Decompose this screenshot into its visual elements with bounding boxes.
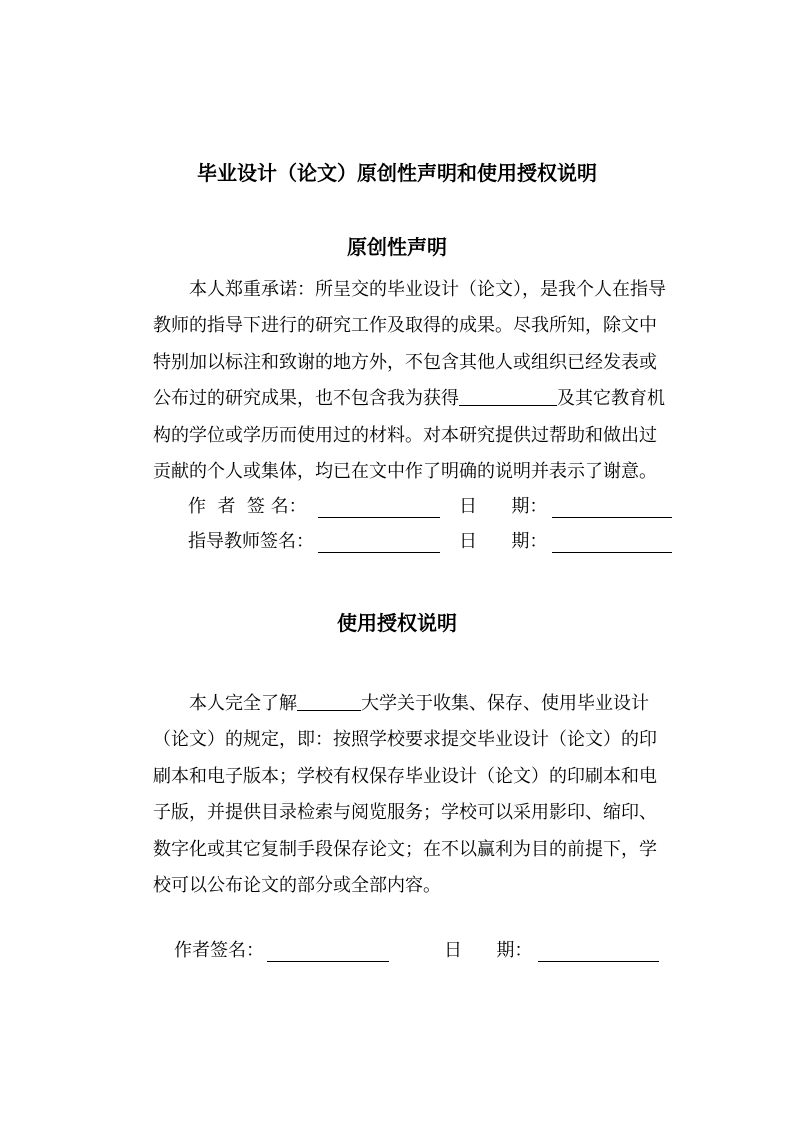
- author-signature-label: 作 者 签 名：: [188, 496, 307, 517]
- date-line: [552, 552, 672, 553]
- paragraph-line: 贡献的个人或集体，均已在文中作了明确的说明并表示了谢意。: [153, 461, 657, 483]
- paragraph-line: [153, 686, 683, 722]
- advisor-signature-row: [0, 530, 794, 556]
- date-line: [538, 961, 659, 962]
- paragraph-line: 子版，并提供目录检索与阅览服务；学校可以采用影印、缩印、: [153, 802, 657, 824]
- university-blank: [297, 690, 361, 711]
- line-text: 公布过的研究成果，也不包含我为获得: [153, 388, 459, 410]
- author-signature-label: 作者签名：: [174, 940, 264, 961]
- date-label: 日 期：: [459, 496, 548, 517]
- paragraph-line: （论文）的规定，即：按照学校要求提交毕业设计（论文）的印: [153, 729, 657, 751]
- advisor-signature-label: 指导教师签名：: [188, 531, 314, 552]
- main-title: 毕业设计（论文）原创性声明和使用授权说明: [197, 161, 597, 185]
- authorization-signature-row: [0, 939, 794, 965]
- paragraph-line: 教师的指导下进行的研究工作及取得的成果。尽我所知，除文中: [153, 315, 657, 337]
- originality-heading: 原创性声明: [347, 235, 447, 259]
- paragraph-line: 特别加以标注和致谢的地方外，不包含其他人或组织已经发表或: [153, 351, 657, 373]
- paragraph-line: 数字化或其它复制手段保存论文；在不以赢利为目的前提下，学: [153, 838, 657, 860]
- paragraph-line: [153, 381, 683, 417]
- paragraph-line: 校可以公布论文的部分或全部内容。: [153, 875, 441, 897]
- author-signature-line: [267, 961, 389, 962]
- author-signature-row: [0, 495, 794, 521]
- date-label: 日 期：: [444, 940, 533, 961]
- date-label: 日 期：: [459, 531, 548, 552]
- originality-paragraph: [153, 272, 683, 490]
- line-text: 及其它教育机: [557, 388, 665, 410]
- author-signature-line: [318, 517, 440, 518]
- authorization-paragraph: [153, 686, 683, 904]
- line-text: 大学关于收集、保存、使用毕业设计: [361, 693, 649, 714]
- date-line: [552, 517, 672, 518]
- line-text: 本人完全了解: [189, 693, 297, 714]
- paragraph-line: 构的学位或学历而使用过的材料。对本研究提供过帮助和做出过: [153, 424, 657, 446]
- paragraph-line: 刷本和电子版本；学校有权保存毕业设计（论文）的印刷本和电: [153, 765, 657, 787]
- degree-blank: [459, 385, 557, 406]
- authorization-heading: 使用授权说明: [337, 611, 457, 635]
- paragraph-line: 本人郑重承诺：所呈交的毕业设计（论文），是我个人在指导: [189, 279, 666, 300]
- advisor-signature-line: [318, 552, 440, 553]
